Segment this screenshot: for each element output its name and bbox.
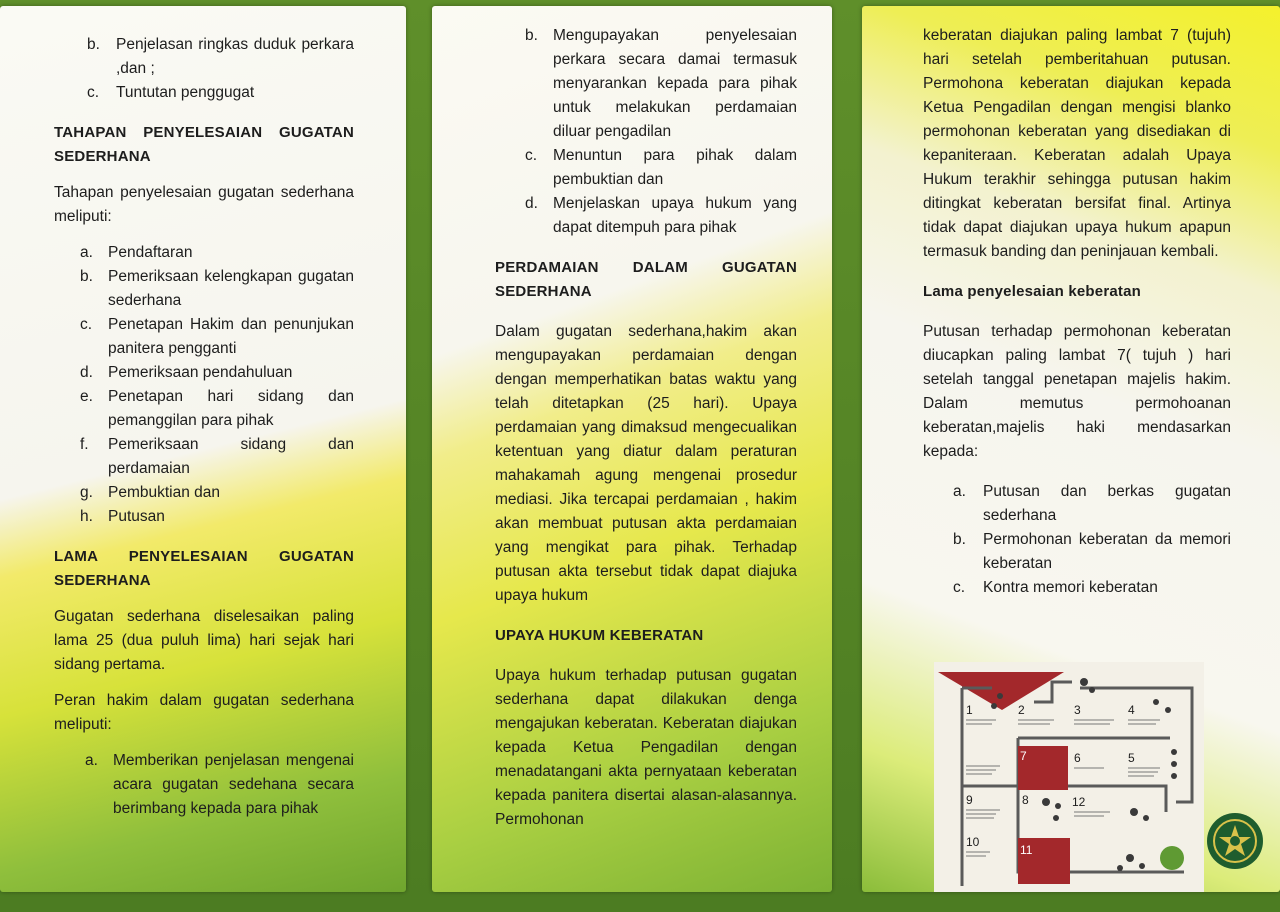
panel-right-text bbox=[923, 24, 1231, 600]
list-item bbox=[80, 361, 354, 385]
plan-number: 5 bbox=[1128, 751, 1135, 765]
list-item bbox=[85, 749, 354, 821]
paragraph-lama-keberatan: Putusan terhadap permohonan keberatan diucapkan paling lambat 7( tujuh ) hari setelah tanggal penetapan majelis hakim. Dalam memutus permohoanan keberatan,majelis haki mendasarkan kepada: bbox=[923, 323, 1231, 460]
plan-number: 7 bbox=[1020, 749, 1027, 763]
paragraph-keberatan-lanjutan: keberatan diajukan paling lambat 7 (tujuh) hari setelah pemberitahuan putusan. Permohona keberatan diajukan kepada Ketua Pengadilan dengan mengisi blanko permohonan keberatan yang disediakan di kepaniteraan. Keberatan adalah Upaya Hukum terakhir sehingga putusan hakim ditingkat keberatan bersifat final. Artinya tidak dapat diajukan upaya hukum apapun termasuk banding dan peninjauan kembali. bbox=[923, 27, 1231, 260]
list-marker: c. bbox=[87, 84, 100, 101]
list-marker: d. bbox=[525, 195, 538, 212]
panel-left-text bbox=[54, 33, 354, 821]
list-text: Pemeriksaan pendahuluan bbox=[108, 364, 293, 381]
list-item bbox=[87, 81, 354, 105]
floor-plan-diagram bbox=[934, 662, 1204, 892]
tree-icon bbox=[1160, 846, 1184, 870]
list-item bbox=[953, 480, 1231, 528]
plan-number: 10 bbox=[966, 835, 980, 849]
list-marker: a. bbox=[85, 752, 98, 769]
heading-lama: LAMA PENYELESAIAN GUGATAN SEDERHANA bbox=[54, 548, 354, 589]
floor-plan-svg bbox=[934, 662, 1204, 892]
list-text: Penetapan Hakim dan penunjukan panitera pengganti bbox=[108, 316, 354, 357]
plan-number: 8 bbox=[1022, 793, 1029, 807]
list-marker: b. bbox=[525, 27, 538, 44]
list-continued-items bbox=[54, 33, 354, 105]
list-text: Permohonan keberatan da memori keberatan bbox=[983, 531, 1231, 572]
list-item bbox=[80, 481, 354, 505]
plan-number: 2 bbox=[1018, 703, 1025, 717]
panel-middle-text bbox=[495, 24, 797, 832]
list-marker: a. bbox=[953, 483, 966, 500]
list-text: Pemeriksaan kelengkapan gugatan sederhana bbox=[108, 268, 354, 309]
list-text: Tuntutan penggugat bbox=[116, 84, 255, 101]
list-text: Pembuktian dan bbox=[108, 484, 221, 501]
list-item bbox=[525, 24, 797, 144]
panel-right bbox=[862, 6, 1280, 892]
list-item bbox=[953, 576, 1231, 600]
plan-number: 4 bbox=[1128, 703, 1135, 717]
list-tahapan bbox=[54, 241, 354, 529]
list-text: Putusan dan berkas gugatan sederhana bbox=[983, 483, 1231, 524]
heading-perdamaian: PERDAMAIAN DALAM GUGATAN SEDERHANA bbox=[495, 259, 797, 300]
list-item bbox=[87, 33, 354, 81]
list-dasar bbox=[923, 480, 1231, 600]
list-marker: h. bbox=[80, 508, 93, 525]
list-item bbox=[80, 313, 354, 361]
paragraph-peran: Peran hakim dalam gugatan sederhana meliputi: bbox=[54, 692, 354, 733]
list-marker: f. bbox=[80, 436, 89, 453]
list-text: Pendaftaran bbox=[108, 244, 193, 261]
list-marker: c. bbox=[953, 579, 966, 596]
list-text: Pemeriksaan sidang dan perdamaian bbox=[108, 436, 354, 477]
list-marker: b. bbox=[80, 268, 93, 285]
panel-middle bbox=[432, 6, 832, 892]
list-marker: c. bbox=[525, 147, 538, 164]
list-text: Menjelaskan upaya hukum yang dapat ditempuh para pihak bbox=[553, 195, 797, 236]
list-marker: b. bbox=[87, 36, 100, 53]
list-peran-continued bbox=[495, 24, 797, 240]
list-item bbox=[80, 433, 354, 481]
plan-number: 1 bbox=[966, 703, 973, 717]
list-peran bbox=[54, 749, 354, 821]
court-seal-logo bbox=[1206, 812, 1264, 870]
list-marker: a. bbox=[80, 244, 93, 261]
list-item bbox=[80, 241, 354, 265]
list-marker: d. bbox=[80, 364, 93, 381]
paragraph-upaya: Upaya hukum terhadap putusan gugatan sederhana dapat dilakukan denga mengajukan keberatan. Keberatan diajukan kepada Ketua Pengadilan dengan menadatangani akta pernyataan keberatan kepada panitera disertai alasan-alasannya. Permohonan bbox=[495, 667, 797, 828]
list-text: Menuntun para pihak dalam pembuktian dan bbox=[553, 147, 797, 188]
list-item bbox=[80, 505, 354, 529]
list-text: Putusan bbox=[108, 508, 165, 525]
heading-tahapan: TAHAPAN PENYELESAIAN GUGATAN SEDERHANA bbox=[54, 124, 354, 165]
list-item bbox=[80, 385, 354, 433]
panel-left bbox=[0, 6, 406, 892]
paragraph-perdamaian: Dalam gugatan sederhana,hakim akan mengupayakan perdamaian dengan dengan memperhatikan batas waktu yang telah ditetapkan (25 hari). Upaya perdamaian yang dimaksud mengecualikan ketentuan yang diatur dalam peraturan mahakamah agung mengenai prosedur mediasi. Jika tercapai perdamaian , hakim akan membuat putusan akta perdamaian yang mengikat para pihak. Terhadap putusan akta tersebut tidak dapat diajuka upaya hukum bbox=[495, 323, 797, 604]
heading-lama-keberatan: Lama penyelesaian keberatan bbox=[923, 283, 1142, 300]
list-text: Mengupayakan penyelesaian perkara secara damai termasuk menyarankan kepada para pihak untuk melakukan perdamaian diluar pengadilan bbox=[553, 27, 797, 140]
list-item bbox=[525, 144, 797, 192]
plan-number: 11 bbox=[1020, 843, 1033, 857]
plan-number: 9 bbox=[966, 793, 973, 807]
list-item bbox=[525, 192, 797, 240]
list-text: Kontra memori keberatan bbox=[983, 579, 1158, 596]
list-marker: b. bbox=[953, 531, 966, 548]
list-marker: c. bbox=[80, 316, 93, 333]
paragraph-lama: Gugatan sederhana diselesaikan paling lama 25 (dua puluh lima) hari sejak hari sidang pertama. bbox=[54, 608, 354, 673]
list-item bbox=[953, 528, 1231, 576]
list-marker: e. bbox=[80, 388, 93, 405]
list-text: Penjelasan ringkas duduk perkara ,dan ; bbox=[116, 36, 354, 77]
list-marker: g. bbox=[80, 484, 93, 501]
paragraph-tahapan: Tahapan penyelesaian gugatan sederhana meliputi: bbox=[54, 184, 354, 225]
list-text: Memberikan penjelasan mengenai acara gugatan sedehana secara berimbang kepada para pihak bbox=[113, 752, 354, 817]
plan-number: 6 bbox=[1074, 751, 1081, 765]
list-item bbox=[80, 265, 354, 313]
plan-number: 12 bbox=[1072, 795, 1086, 809]
heading-upaya: UPAYA HUKUM KEBERATAN bbox=[495, 627, 704, 644]
list-text: Penetapan hari sidang dan pemanggilan para pihak bbox=[108, 388, 354, 429]
plan-number: 3 bbox=[1074, 703, 1081, 717]
